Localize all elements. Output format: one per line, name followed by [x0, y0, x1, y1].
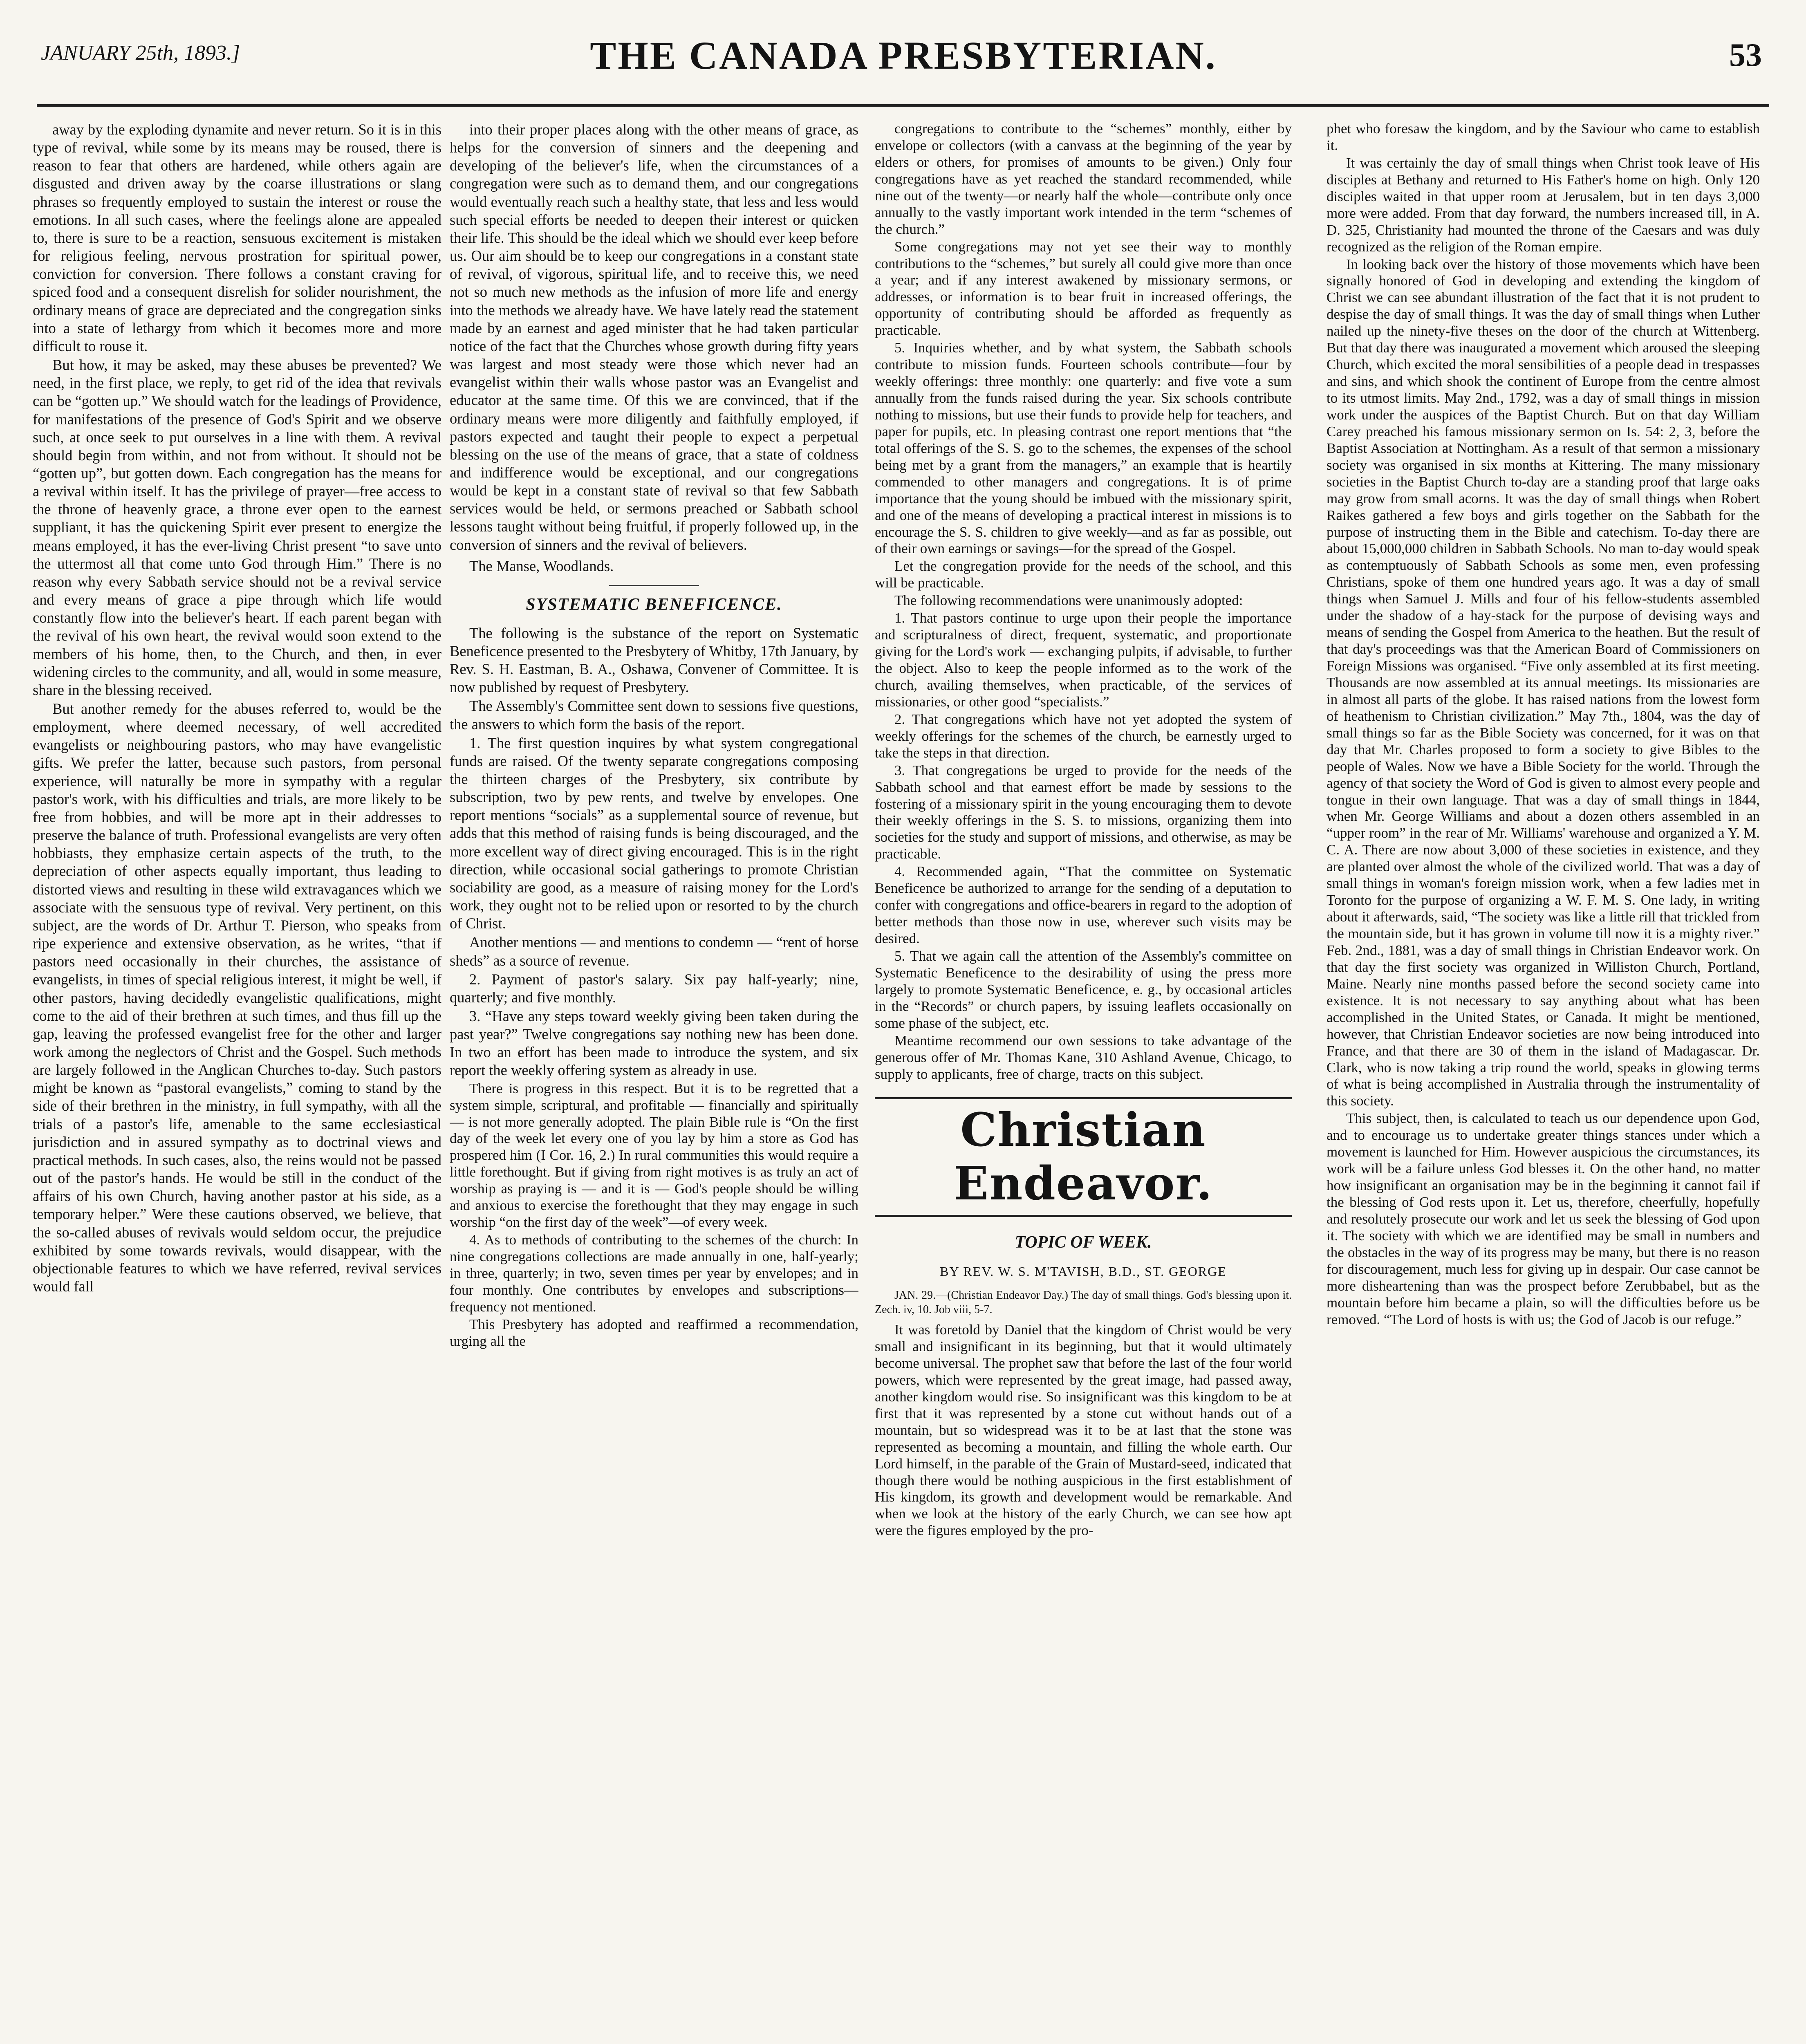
paragraph: 5. That we again call the attention of the Assembly's committee on Systematic Beneficence to the desirability of using the press more largely to promote Systematic Beneficence, e. g., by occasional articles in the “Records” or church papers, by issuing leaflets occasionally on some phase of the subject, etc.	[875, 948, 1292, 1031]
masthead	[41, 25, 1766, 90]
paragraph: There is progress in this respect. But it is to be regretted that a system simple, scriptural, and profitable — financially and spiritually — is not more generally adopted. The plain Bible rule is “On the first day of the week let every one of you lay by him a store as God has prospered him (I Cor. 16, 2.) In rural communities this would require a little forethought. But if giving from right motives is as truly an act of worship as praying is — and it is — God's people should be willing and anxious to exercise the forethought that they may engage in such worship “on the first day of the week”—of every week.	[450, 1080, 858, 1230]
section-title-systematic-beneficence: SYSTEMATIC BENEFICENCE.	[526, 595, 782, 614]
paragraph: into their proper places along with the other means of grace, as helps for the conversion of sinners and the deepening and developing of the believer's life, when the circumstances of a congregation were such as to demand them, and our congregations would eventually reach such a healthy state, that less and less would such special efforts be needed to deepen their interest or quicken their life. This should be the ideal which we should ever keep before us. Our aim should be to keep our congregations in a constant state of revival, of vigorous, spiritual life, and to receive this, we need not so much new methods as the infusion of more life and energy into the methods we already have. We have lately read the statement made by an earnest and aged minister that he had taken particular notice of the fact that the Churches whose growth during fifty years was largest and most steady were those which never had an evangelist within their walls whose pastor was an Evangelist and educator at the same time. Of this we are convinced, that if the ordinary means were more diligently and faithfully employed, if pastors expected and taught their people to expect a perpetual blessing on the use of the means of grace, that a state of coldness and indifference would be exceptional, and our congregations would be kept in a constant state of revival so that few Sabbath services would be held, or sermons preached or Sabbath school lessons taught without being fruitful, if properly followed up, in the conversion of sinners and the revival of believers.	[450, 121, 858, 553]
section-divider	[609, 585, 699, 586]
paragraph: The following recommendations were unanimously adopted:	[894, 592, 1243, 609]
christian-endeavor-header	[875, 1097, 1292, 1217]
paragraph: 2. That congregations which have not yet adopted the system of weekly offerings for the schemes of the church, be earnestly urged to take the steps in that direction.	[875, 711, 1292, 761]
paragraph: 5. Inquiries whether, and by what system, the Sabbath schools contribute to mission funds. Fourteen schools contribute—four by weekly offerings: three monthly: one quarterly: and five vote a sum annually from the funds raised during the year. Six schools contribute nothing to missions, but use their funds to provide help for teachers, and paper for pupils, etc. In pleasing contrast one report mentions that “the total offerings of the S. S. go to the schemes, the expenses of the school being met by a grant from the managers,” an example that is heartily commended to other managers and congregations. It is of prime importance that the young should be imbued with the missionary spirit, and one of the means of developing a practical interest in missions is to encourage the S. S. children to give weekly—and as far as possible, out of their own earnings or savings—for the spread of the Gospel.	[875, 340, 1292, 557]
paragraph: Let the congregation provide for the needs of the school, and this will be practicable.	[875, 558, 1292, 591]
paragraph: congregations to contribute to the “schemes” monthly, either by envelope or collectors (with a canvass at the beginning of the year by elders or others, for promises of amounts to be given.) Only four congregations have as yet reached the standard recommended, while nine out of the twenty—or nearly half the whole—contribute only once annually to the vastly important work intended in the term “schemes of the church.”	[875, 121, 1292, 237]
column-1	[33, 121, 441, 2044]
paragraph: 4. Recommended again, “That the committee on Systematic Beneficence be authorized to arrange for the sending of a deputation to confer with congregations and office-bearers in regard to the adoption of better methods than those now in use, wherever such visits may be desired.	[875, 863, 1292, 946]
column-4	[1326, 121, 1760, 2044]
paragraph: Meantime recommend our own sessions to take advantage of the generous offer of Mr. Thomas Kane, 310 Ashland Avenue, Chicago, to supply to applicants, free of charge, tracts on this subject.	[875, 1032, 1292, 1082]
paragraph: The Assembly's Committee sent down to sessions five questions, the answers to which form the basis of the report.	[450, 697, 858, 733]
paragraph: phet who foresaw the kingdom, and by the Saviour who came to establish it.	[1326, 121, 1760, 153]
page-number: 53	[1729, 37, 1762, 73]
paragraph: 3. That congregations be urged to provide for the needs of the Sabbath school and that earnest effort be made by sessions to the fostering of a missionary spirit in the young encouraging them to devote their weekly offerings in the S. S. to missions, organizing them into societies for the study and support of missions, and otherwise, as may be practicable.	[875, 762, 1292, 862]
masthead-rule	[37, 104, 1769, 107]
paragraph: But how, it may be asked, may these abuses be prevented? We need, in the first place, we reply, to get rid of the idea that revivals can be “gotten up.” We should watch for the leadings of Providence, for manifestations of the presence of God's Spirit and we observe such, at once seek to put ourselves in a line with them. A revival should begin from within, and not from without. It should not be “gotten up”, but gotten down. Each congregation has the means for a revival within itself. It has the privilege of prayer—free access to the throne of heavenly grace, a throne ever open to the earnest suppliant, it has the quickening Spirit ever present to energize the means employed, it has the ever-living Christ present “to save unto the uttermost all that come unto God through Him.” There is no reason why every Sabbath service should not be a revival service and every means of grace a pipe through which life would constantly flow into the believer's heart. If each parent began with the revival of his own heart, the revival would soon extend to the members of his home, then, to the Church, and then, in ever widening circles to the community, and all, would in some measure, share in the blessing received.	[33, 356, 441, 698]
newspaper-title: THE CANADA PRESBYTERIAN.	[590, 34, 1217, 77]
topic-heading: TOPIC OF WEEK.	[1015, 1233, 1152, 1252]
paragraph: 2. Payment of pastor's salary. Six pay half-yearly; nine, quarterly; and five monthly.	[450, 970, 858, 1006]
paragraph: 4. As to methods of contributing to the schemes of the church: In nine congregations collections are made annually in one, half-yearly; in three, quarterly; in two, seven times per year by envelopes; and in four monthly. One contributes by envelopes and subscriptions—frequency not mentioned.	[450, 1232, 858, 1315]
issue-date: JANUARY 25th, 1893.]	[41, 41, 240, 65]
column-3	[875, 121, 1292, 2044]
paragraph: Some congregations may not yet see their way to monthly contributions to the “schemes,” but surely all could give more than once a year; and if any interest awakened by missionary sermons, or addresses, or information is to bear fruit in increased offerings, the opportunity of contributing should be afforded as frequently as practicable.	[875, 238, 1292, 338]
small-type-block	[450, 1080, 858, 1350]
paragraph: This subject, then, is calculated to teach us our dependence upon God, and to encourage us to undertake greater things stances under which a movement is launched for Him. However auspicious the circumstances, its work will be a failure unless God blesses it. On the other hand, no matter how insignificant an organisation may be in the beginning it cannot fail if the blessing of God rests upon it. Let us, therefore, cheerfully, hopefully and resolutely prosecute our work and let us seek the blessing of God upon it. The society with which we are identified may be small in numbers and the obstacles in the way of its progress may be many, but there is no reason for discouragement, much less for giving up in despair. Our case cannot be more disheartening than was the prospect before Zerubbabel, but as the mountain before him became a plain, so will the difficulties before us be removed. “The Lord of hosts is with us; the God of Jacob is our refuge.”	[1326, 1110, 1760, 1327]
paragraph: It was foretold by Daniel that the kingdom of Christ would be very small and insignificant in its beginning, but that it would ultimately become universal. The prophet saw that before the last of the four world powers, which were represented by the great image, had passed away, another kingdom would rise. So insignificant was this kingdom to be at first that it was represented by a stone cut without hands out of a mountain, but so widespread was it to be at last that the stone was represented as becoming a mountain, and filling the whole earth. Our Lord himself, in the parable of the Grain of Mustard-seed, indicated that though there would be nothing auspicious in the first establishment of His kingdom, its growth and development would be remarkable. And when we look at the history of the early Church, we can see how apt were the figures employed by the pro-	[875, 1322, 1292, 1539]
paragraph: This Presbytery has adopted and reaffirmed a recommendation, urging all the	[450, 1316, 858, 1349]
paragraph: It was certainly the day of small things when Christ took leave of His disciples at Bethany and returned to His Father's home on high. Only 120 disciples waited in that upper room at Jerusalem, but in ten days 3,000 more were added. From that day forward, the numbers increased till, in A. D. 325, Christianity had mounted the throne of the Caesars and was duly recognized as the religion of the Roman empire.	[1326, 155, 1760, 255]
paragraph: But another remedy for the abuses referred to, would be the employment, where deemed necessary, of well accredited evangelists or neighbouring pastors, who may have evangelistic gifts. We prefer the latter, because such pastors, from personal experience, will naturally be more in sympathy with a regular pastor's work, with his difficulties and trials, are more likely to be free from hobbies, and will be more apt in their addresses to preserve the balance of truth. Professional evangelists are very often hobbiasts, they emphasize certain aspects of the truth, to the depreciation of other aspects equally important, thus leading to distorted views and resulting in these wild extravagances which we associate with the sensuous type of revival. Very pertinent, on this subject, are the words of Dr. Arthur T. Pierson, who speaks from ripe experience and extensive observation, as he writes, “that if pastors need occasionally in their churches, the assistance of evangelists, in times of special religious interest, it might be well, if other pastors, having decidedly evangelistic qualifications, might come to the aid of their brethren at such times, and thus fill up the gap, leaving the professed evangelist free for the other and larger work among the neglectors of Christ and the Gospel. Such methods are largely followed in the Anglican Churches to-day. Such pastors might be known as “pastoral evangelists,” coming to stand by the side of their brethren in the ministry, in full sympathy, with all the trials of a pastor's life, amenable to the same ecclesiastical jurisdiction and in assured sympathy as to doctrinal views and practical methods. In such cases, also, the reins would not be passed out of the pastor's hands. He would be still in the conduct of the affairs of his own Church, having another pastor at his side, as a temporary helper.” Were these cautions observed, we believe, that the so-called abuses of revivals would seldom occur, the prejudice exhibited by some towards revivals, would disappear, with the objectionable features to which we have referred, revival services would fall	[33, 700, 441, 1295]
paragraph: The following is the substance of the report on Systematic Beneficence presented to the Presbytery of Whitby, 17th January, by Rev. S. H. Eastman, B. A., Oshawa, Convener of Committee. It is now published by request of Presbytery.	[450, 624, 858, 696]
paragraph: 1. That pastors continue to urge upon their people the importance and scripturalness of direct, frequent, systematic, and proportionate giving for the Lord's work — exchanging pulpits, if advisable, to further the object. Also to keep the people informed as to the work of the church, availing themselves, when practicable, of the services of missionaries, or other good “specialists.”	[875, 610, 1292, 710]
section-title-christian-endeavor: Christian Endeavor.	[953, 1103, 1213, 1211]
paragraph: In looking back over the history of those movements which have been signally honored of God in developing and extending the kingdom of Christ we can see abundant illustration of the fact that it is not prudent to despise the day of small things. It was the day of small things when Luther nailed up the ninety-five theses on the door of the church at Wittenberg. But that day there was inaugurated a movement which aroused the sleeping Church, which excited the moral sensibilities of a people dead in trespasses and sins, and which shook the continent of Europe from the centre almost to its utmost limits. May 2nd., 1792, was a day of small things in mission work under the auspices of the Baptist Church. But on that day William Carey preached his famous missionary sermon on Is. 54: 2, 3, before the Baptist Association at Nottingham. As a result of that sermon a missionary society was organised in six months at Kittering. The many missionary societies in the Baptist Church to-day are a standing proof that large oaks may grow from small acorns. It was the day of small things when Robert Raikes gathered a few boys and girls together on the Sabbath for the purpose of instructing them in the Bible and catechism. To-day there are about 15,000,000 children in Sabbath Schools. No man to-day would speak as contemptuously of Sabbath Schools as some men, even professing Christians, spoke of them one hundred years ago. It was a day of small things when Samuel J. Mills and four of his fellow-students assembled under the shadow of a hay-stack for the purpose of devising ways and means of sending the Gospel from America to the heathen. But the result of that day's proceedings was that the American Board of Commissioners on Foreign Missions was organised. “Five only assembled at its first meeting. Thousands are now assembled at its annual meetings. Its missionaries are in almost all parts of the globe. It has raised nations from the lowest form of heathenism to Christian civilization.” May 7th., 1804, was the day of small things so far as the Bible Society was concerned, for it was on that day that Mr. Charles proposed to form a society to give Bibles to the people of Wales. Now we have a Bible Society for the world. Through the agency of that society the Word of God is given to almost every people and tongue in their own language. That was a day of small things in 1844, when Mr. George Williams and about a dozen others assembled in an “upper room” in the rear of Mr. Williams' warehouse and organized a Y. M. C. A. There are now about 3,000 of these societies in existence, and they are planted over almost the whole of the civilized world. That was a day of small things in woman's foreign mission work, when a few ladies met in Toronto for the purpose of organizing a W. F. M. S. One lady, in writing about it afterwards, said, “The society was like a little rill that trickled from the mountain side, but it has grown in volume till now it is a mighty river.” Feb. 2nd., 1881, was a day of small things in Christian Endeavor work. On that day the first society was organized in Williston Church, Portland, Maine. Nearly nine months passed before the second society came into existence. It is not necessary to say anything about what has been accomplished in the United States, or Canada. It might be mentioned, however, that Christian Endeavor societies are now being introduced into France, and that there are 30 of them in the island of Madagascar. Dr. Clark, who is now taking a trip round the world, speaks in glowing terms of what is being accomplished in Australia through the instrumentality of this society.	[1326, 256, 1760, 1109]
author-byline: BY REV. W. S. M'TAVISH, B.D., ST. GEORGE	[940, 1264, 1227, 1279]
paragraph: 3. “Have any steps toward weekly giving been taken during the past year?” Twelve congregations say nothing new has been done. In two an effort has been made to introduce the system, and six report the weekly offering system as already in use.	[450, 1008, 858, 1079]
paragraph: 1. The first question inquires by what system congregational funds are raised. Of the twenty separate congregations composing the thirteen charges of the Presbytery, six contribute by subscription, two by pew rents, and twelve by envelopes. One report mentions “socials” as a supplemental source of revenue, but adds that this method of raising funds is being discouraged, and the more excellent way of direct giving encouraged. This is in the right direction, while occasional social gatherings to promote Christian sociability are good, as a measure of raising money for the Lord's work, they ought not to be relied upon or resorted to by the church of Christ.	[450, 734, 858, 932]
paragraph: Another mentions — and mentions to condemn — “rent of horse sheds” as a source of revenue.	[450, 934, 858, 969]
topic-note: JAN. 29.—(Christian Endeavor Day.) The day of small things. God's blessing upon it. Zech. iv, 10. Job viii, 5-7.	[875, 1289, 1292, 1316]
paragraph: away by the exploding dynamite and never return. So it is in this type of revival, while some by its means may be roused, there is reason to fear that others are hardened, while others again are disgusted and driven away by the coarse illustrations or slang phrases so frequently employed to sustain the interest or rouse the emotions. In all such cases, where the feelings alone are appealed to, there is sure to be a reaction, sensuous excitement is mistaken for religious feeling, nervous prostration for spiritual power, conviction for conversion. There follows a constant craving for spiced food and a consequent disrelish for solider nourishment, the ordinary means of grace are depreciated and the congregation sinks into a state of lethargy from which it becomes more and more difficult to rouse it.	[33, 121, 441, 354]
signature-line: The Manse, Woodlands.	[469, 557, 614, 574]
column-2	[450, 121, 858, 2044]
